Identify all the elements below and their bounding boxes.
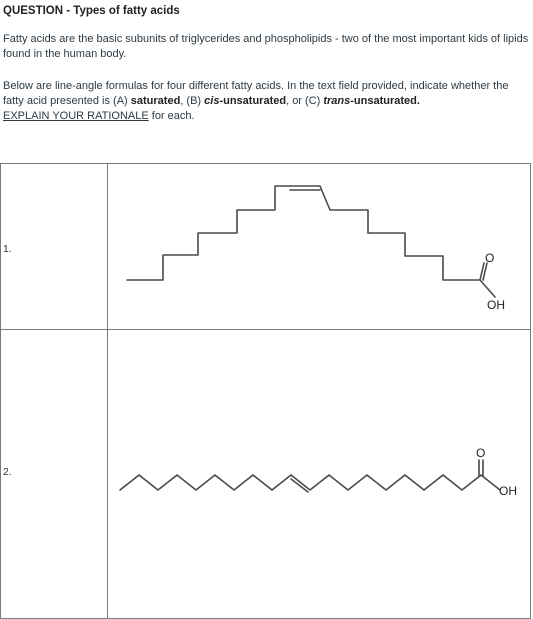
- saturated-term: saturated: [130, 95, 181, 107]
- hydroxyl-label-2: OH: [499, 484, 517, 498]
- intro-paragraph: Fatty acids are the basic subunits of triglycerides and phospholipids - two of the most important kids of lipids found in the human body.: [3, 33, 529, 60]
- explain-rationale: EXPLAIN YOUR RATIONALE: [3, 110, 149, 122]
- trans-suffix: -unsaturated.: [350, 95, 420, 107]
- oxygen-label-2: O: [476, 446, 486, 460]
- instructions-text: Below are line-angle formulas for four different fatty acids. In the text field provided, indicate whether the fatty acid presented is (A): [3, 80, 509, 107]
- question-title: QUESTION - Types of fatty acids: [3, 5, 180, 17]
- cis-prefix: cis: [204, 95, 220, 107]
- trans-prefix: trans: [323, 95, 351, 107]
- instructions-sep-1: , (B): [180, 95, 205, 107]
- carbon-chain-2: [120, 475, 500, 490]
- oxygen-label-1: O: [485, 251, 495, 265]
- row-2-number: 2.: [3, 466, 12, 478]
- hydroxyl-label-1: OH: [487, 298, 505, 312]
- cis-suffix: -unsaturated: [219, 95, 287, 107]
- row-1-number: 1.: [3, 243, 12, 255]
- instructions-tail: for each.: [148, 110, 195, 122]
- instructions-sep-2: , or (C): [286, 95, 324, 107]
